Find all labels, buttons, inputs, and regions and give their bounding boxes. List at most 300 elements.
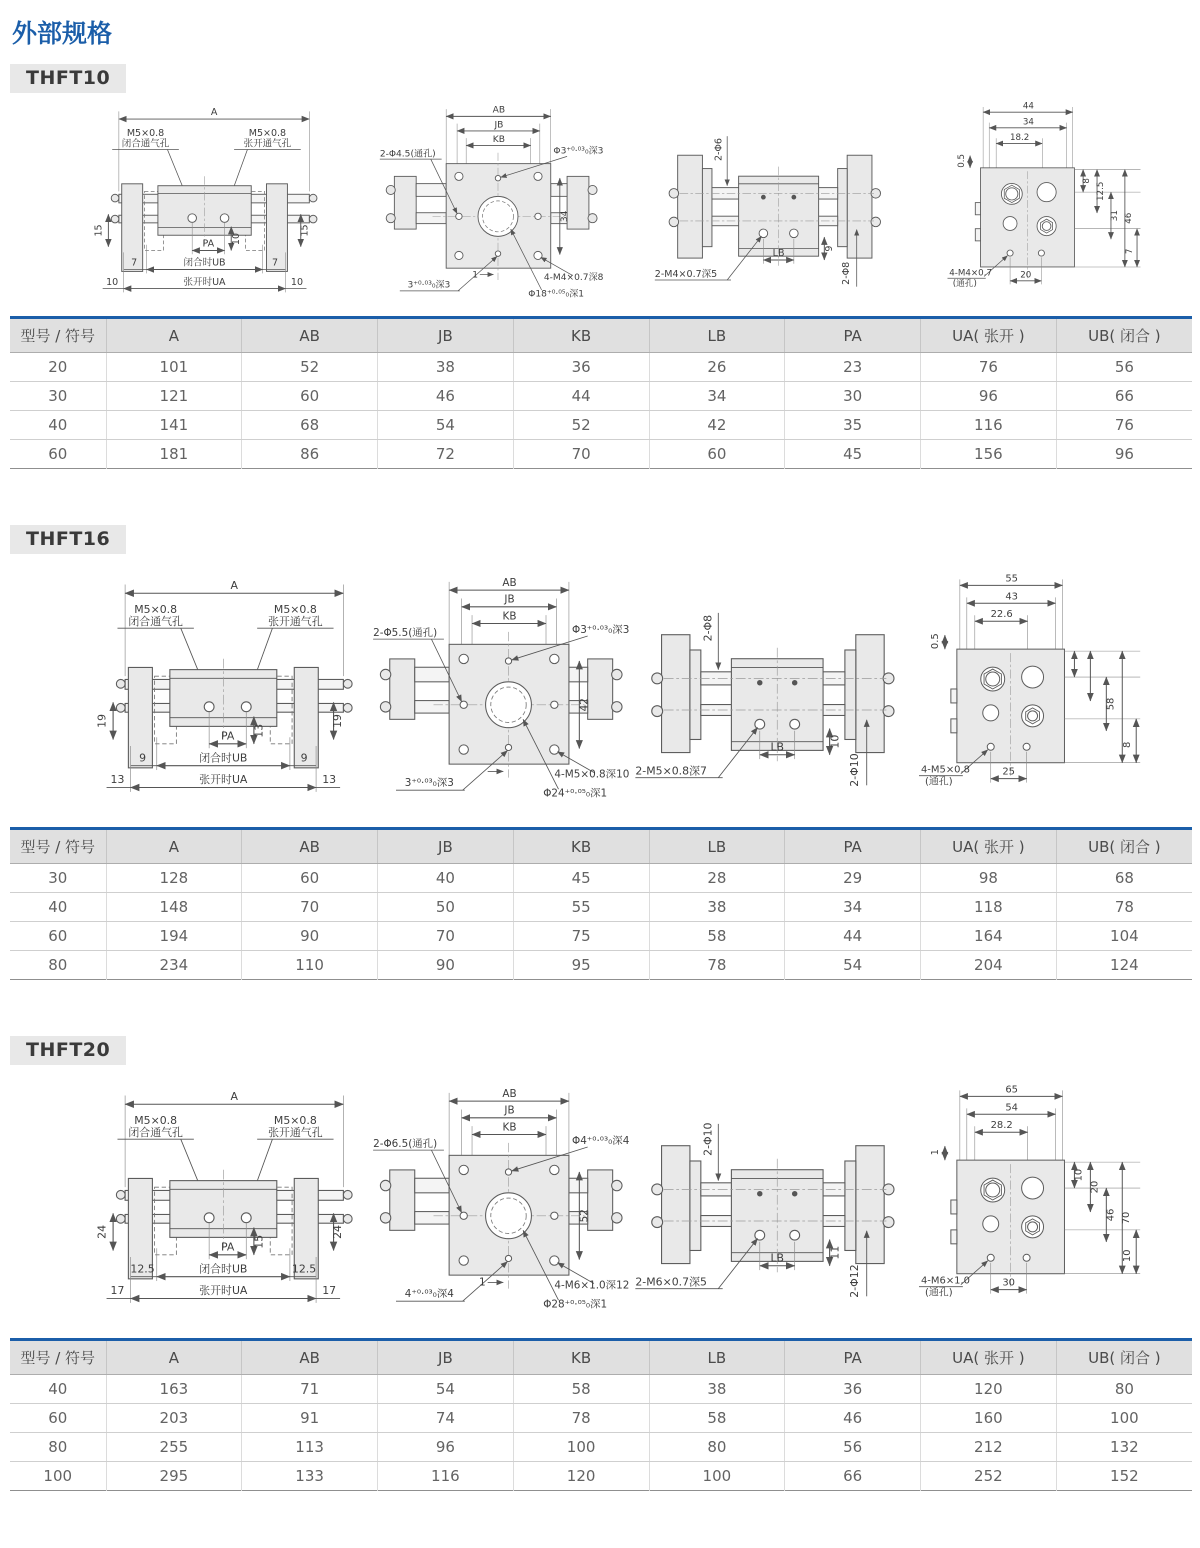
pin-hole-callout: Φ3⁺⁰·⁰³₀深3 [571,623,629,636]
dim-ab-label: AB [502,1087,517,1100]
thread-callout: 2-M5×0.8深7 [635,763,708,777]
dimension-cell: 55 [513,893,649,922]
dimension-cell: 40 [10,411,106,440]
column-header: UB( 闭合 ) [1056,318,1192,353]
dim-bottom-label: 25 [1002,766,1015,778]
rod-callout: 2-Φ6 [713,137,725,161]
table-row [10,1375,1192,1404]
open-port-thread-label: M5×0.8 [273,1113,317,1127]
pin-hole-callout: Φ3⁺⁰·⁰³₀深3 [553,146,604,157]
dimension-cell: 100 [513,1433,649,1462]
open-port-thread-label: M5×0.8 [273,602,317,616]
dimension-cell: 23 [785,353,921,382]
close-port-label: 闭合通气孔 [121,138,170,150]
dimension-cell: 80 [1056,1375,1192,1404]
dimension-cell: 66 [1056,382,1192,411]
dim-lb-label: LB [770,739,785,753]
mounting-face-drawing [378,100,605,300]
right-dim-3-label: 46 [1105,1208,1117,1221]
dim-pa-label: PA [202,238,215,250]
dim-offset-label: 10 [828,734,842,749]
dimension-cell: 91 [242,1404,378,1433]
dimension-cell: 38 [649,893,785,922]
front-view-drawing [76,561,371,811]
top-view-drawing [631,1072,915,1322]
port-callout-line2: (通孔) [924,776,953,788]
close-port-label: 闭合通气孔 [128,1125,183,1139]
pin-hole-callout: Φ4⁺⁰·⁰³₀深4 [571,1134,629,1147]
right-dim-1-label: 8 [1082,177,1093,184]
column-header: PA [785,829,921,864]
right-dim-1-label: 10 [1073,1168,1085,1181]
dim-kb-label: KB [502,1120,517,1133]
dim-height-label: 52 [578,1208,591,1222]
dimension-cell: 96 [1114,445,1134,463]
dimension-cell: 163 [106,1375,242,1404]
column-header: AB [242,1340,378,1375]
dimension-cell: 38 [378,353,514,382]
dimension-cell: 203 [106,1404,242,1433]
column-header: A [106,1340,242,1375]
dim-jb-label: JB [504,593,515,606]
dimension-cell: 56 [785,1433,921,1462]
dim-ua-side-left-label: 17 [110,1283,125,1297]
product-section [10,525,1192,980]
dim-side-left-label: 15 [93,223,105,237]
dim-ua-side-right-label: 13 [322,772,337,786]
dimension-cell: 98 [921,864,1057,893]
dimension-cell: 252 [921,1462,1057,1491]
dimension-cell: 78 [649,951,785,980]
dimension-cell: 66 [785,1462,921,1491]
dim-small-label: 1 [478,1276,486,1289]
dim-jb-label: JB [504,1104,515,1117]
column-header: KB [513,829,649,864]
dim-edge-label: 0.5 [957,153,967,168]
column-header: A [106,829,242,864]
dimension-cell: 194 [106,922,242,951]
dim-bottom-label: 20 [1020,269,1032,280]
dimension-cell: 40 [10,893,106,922]
dim-ua-side-left-label: 13 [110,772,125,786]
dim-side-right-label: 15 [299,223,311,237]
dim-w3-label: 22.6 [990,608,1013,620]
port-face-drawing [915,1072,1144,1322]
dimension-cell: 35 [785,411,921,440]
dimension-cell: 72 [378,440,514,469]
dimension-cell: 255 [106,1433,242,1462]
dimension-cell: 113 [242,1433,378,1462]
model-badge: THFT20 [10,1036,126,1065]
dimension-cell: 204 [921,951,1057,980]
header-row [10,1340,1192,1375]
thread-callout: 2-M4×0.7深5 [654,268,718,280]
header-row [10,829,1192,864]
column-header: LB [649,318,785,353]
dim-ub-side-left-label: 12.5 [130,1261,155,1275]
corner-thread-callout: 4-M6×1.0深12 [554,1279,629,1292]
port-face-drawing [915,561,1144,811]
header-row [10,318,1192,353]
page-title: 外部规格 [12,19,113,48]
dim-a-label: A [230,578,238,592]
thread-callout: 2-M6×0.7深5 [635,1274,708,1288]
column-header: 型号 / 符号 [10,1340,106,1375]
dimension-cell: 45 [513,864,649,893]
dim-w2-label: 34 [1022,116,1034,127]
dimension-cell: 75 [513,922,649,951]
dimension-cell: 80 [10,1433,106,1462]
dim-offset-label: 11 [828,1245,842,1260]
dim-kb-label: KB [502,609,517,622]
face-geometry [380,109,597,291]
dimension-cell: 100 [10,1462,106,1491]
rod2-callout: 2-Φ8 [841,261,853,285]
table-body [10,353,1192,469]
dimension-cell: 60 [10,440,106,469]
port-callout-line2: (通孔) [924,1287,953,1299]
dim-ub-label: 闭合时UB [199,1261,248,1275]
face-geometry [373,1092,622,1300]
dim-side-right-label: 19 [331,713,345,728]
dimension-cell: 121 [106,382,242,411]
dim-ua-label: 张开时UA [199,772,248,786]
dim-bottom-label: 30 [1002,1277,1015,1289]
dimension-cell: 128 [106,864,242,893]
dimension-cell: 152 [1110,1467,1139,1485]
table-head [10,829,1192,864]
dim-edge-label: 1 [929,1148,941,1155]
dim-inner-label: 15 [252,1234,266,1249]
table-body [10,1375,1192,1491]
right-dim-2-label: 12.5 [1096,181,1107,201]
dimension-cell: 52 [242,353,378,382]
dimension-cell: 44 [513,382,649,411]
dimensions-table [10,316,1192,469]
dim-ua-label: 张开时UA [183,276,226,288]
dimension-cell: 78 [513,1404,649,1433]
table-row [10,1433,1192,1462]
dim-ua-side-right-label: 17 [322,1283,337,1297]
column-header: PA [785,1340,921,1375]
right-dim-5-label: 10 [1122,1248,1134,1262]
column-header: PA [785,318,921,353]
dim-small-label: 1 [472,269,479,280]
dimension-cell: 38 [649,1375,785,1404]
dim-ub-side-right-label: 7 [272,257,279,269]
table-body [10,864,1192,980]
dim-jb-label: JB [494,119,504,130]
dimension-cell: 20 [10,353,106,382]
dimension-cell: 148 [106,893,242,922]
rod2-callout: 2-Φ12 [848,1263,862,1298]
boss-callout: Φ28⁺⁰·⁰⁵₀深1 [542,1297,607,1310]
dim-w3-label: 28.2 [990,1119,1013,1131]
dimension-cell: 164 [921,922,1057,951]
dimension-cell: 36 [513,353,649,382]
port-callout-line1: 4-M6×1.0 [920,1275,970,1287]
dimension-cell: 100 [1056,1404,1192,1433]
dimension-cell: 95 [513,951,649,980]
port-face-drawing [944,100,1144,300]
slot-callout: 3⁺⁰·⁰³₀深3 [407,279,451,290]
right-dim-5-label: 7 [1124,248,1135,254]
product-section [10,1036,1192,1491]
dimension-cell: 70 [242,893,378,922]
boss-callout: Φ24⁺⁰·⁰⁵₀深1 [542,786,607,799]
dim-height-label: 42 [578,697,591,711]
dimension-cell: 46 [378,382,514,411]
dimension-cell: 141 [106,411,242,440]
mounting-face-drawing [371,561,631,811]
dimension-cell: 28 [649,864,785,893]
dimension-cell: 26 [649,353,785,382]
close-port-thread-label: M5×0.8 [126,127,165,139]
rod-callout: 2-Φ10 [701,1121,715,1156]
dimension-cell: 212 [921,1433,1057,1462]
slot-callout: 4⁺⁰·⁰³₀深4 [404,1287,454,1300]
dimension-cell: 58 [513,1375,649,1404]
dimension-cell: 68 [242,411,378,440]
dim-inner-label: 13 [252,723,266,738]
table-row [10,411,1192,440]
dimension-cell: 34 [649,382,785,411]
dimension-cell: 60 [242,864,378,893]
dimension-cell: 71 [242,1375,378,1404]
dimension-cell: 30 [10,864,106,893]
dim-w2-label: 43 [1005,590,1018,602]
drawings-row [10,97,1192,302]
dim-a-label: A [210,106,218,118]
end-geometry [919,1090,1140,1293]
right-dim-4-label: 70 [1121,1211,1133,1224]
column-header: UA( 张开 ) [921,318,1057,353]
model-badge: THFT10 [10,64,126,93]
table-row [10,440,1192,469]
dimensions-table [10,827,1192,980]
dimension-cell: 34 [785,893,921,922]
dim-height-label: 34 [560,210,571,222]
dim-lb-label: LB [770,1250,785,1264]
dimension-cell: 295 [106,1462,242,1491]
column-header: UA( 张开 ) [921,829,1057,864]
dimension-cell: 50 [378,893,514,922]
dimension-cell: 76 [921,353,1057,382]
close-port-label: 闭合通气孔 [128,614,183,628]
dim-ub-side-right-label: 12.5 [291,1261,317,1275]
dim-offset-label: 9 [824,245,836,252]
dim-ab-label: AB [493,105,506,116]
through-hole-callout: 2-Φ6.5(通孔) [372,1137,437,1150]
dimension-cell: 124 [1110,956,1139,974]
dimension-cell: 90 [242,922,378,951]
column-header: LB [649,1340,785,1375]
right-dim-4-label: 46 [1123,212,1134,224]
dimension-cell: 44 [785,922,921,951]
table-row [10,1462,1192,1491]
dim-ub-label: 闭合时UB [199,750,248,764]
dimension-cell: 60 [10,922,106,951]
column-header: UB( 闭合 ) [1056,1340,1192,1375]
column-header: JB [378,1340,514,1375]
open-port-label: 张开通气孔 [243,138,292,150]
sections-container [10,64,1192,1491]
dimension-cell: 54 [378,1375,514,1404]
dimension-cell: 70 [378,922,514,951]
dimension-cell: 120 [513,1462,649,1491]
port-callout-line2: (通孔) [952,278,977,289]
dimension-cell: 110 [242,951,378,980]
column-header: A [106,318,242,353]
dim-ua-side-left-label: 10 [106,276,119,288]
dimension-cell: 181 [106,440,242,469]
dimension-cell: 45 [785,440,921,469]
dimension-cell: 234 [106,951,242,980]
top-view-drawing [631,561,915,811]
dim-side-left-label: 24 [95,1224,109,1239]
dim-ub-label: 闭合时UB [183,257,226,269]
product-section [10,64,1192,469]
port-callout-line1: 4-M5×0.8 [920,764,970,776]
dimension-cell: 54 [378,411,514,440]
top-view-drawing [651,100,899,300]
dimension-cell: 60 [242,382,378,411]
dim-pa-label: PA [221,728,235,742]
close-port-thread-label: M5×0.8 [134,602,178,616]
port-callout-line1: 4-M4×0.7 [949,268,992,279]
dimension-cell: 54 [785,951,921,980]
through-hole-callout: 2-Φ5.5(通孔) [372,626,437,639]
corner-thread-callout: 4-M4×0.7深8 [544,272,604,283]
column-header: AB [242,318,378,353]
right-dim-3-label: 31 [1110,209,1121,221]
dimension-cell: 70 [513,440,649,469]
right-dim-2-label: 20 [1089,1180,1101,1193]
rod2-callout: 2-Φ10 [848,752,862,787]
boss-callout: Φ18⁺⁰·⁰⁵₀深1 [528,288,585,299]
dim-side-right-label: 24 [331,1224,345,1239]
dim-kb-label: KB [493,134,506,145]
dimension-cell: 104 [1056,922,1192,951]
dimension-cell: 60 [649,440,785,469]
dim-w1-label: 55 [1005,572,1018,584]
dimension-cell: 30 [785,382,921,411]
table-head [10,318,1192,353]
dimension-cell: 68 [1056,864,1192,893]
through-hole-callout: 2-Φ4.5(通孔) [380,148,437,159]
dimension-cell: 42 [649,411,785,440]
front-view-drawing [76,100,333,300]
dim-w1-label: 65 [1005,1083,1018,1095]
column-header: AB [242,829,378,864]
rod-callout: 2-Φ8 [701,614,715,641]
dimension-cell: 90 [378,951,514,980]
dimension-cell: 132 [1056,1433,1192,1462]
dimension-cell: 36 [785,1375,921,1404]
table-row [10,864,1192,893]
dimension-cell: 101 [106,353,242,382]
drawings-row [10,558,1192,813]
dimension-cell: 96 [921,382,1057,411]
dim-inner-label: 10 [230,232,242,245]
dimension-cell: 80 [649,1433,785,1462]
dimension-cell: 96 [378,1433,514,1462]
right-dim-5-label: 8 [1122,741,1134,748]
table-row [10,353,1192,382]
column-header: KB [513,318,649,353]
dimension-cell: 74 [378,1404,514,1433]
close-port-thread-label: M5×0.8 [134,1113,178,1127]
dim-lb-label: LB [772,247,785,259]
dimension-cell: 40 [10,1375,106,1404]
face-geometry [373,581,622,789]
dimension-cell: 133 [242,1462,378,1491]
dimension-cell: 116 [378,1462,514,1491]
dim-side-left-label: 19 [95,713,109,728]
table-row [10,922,1192,951]
open-port-label: 张开通气孔 [268,1125,323,1139]
dim-ua-label: 张开时UA [199,1283,248,1297]
model-badge: THFT16 [10,525,126,554]
dim-w2-label: 54 [1005,1101,1018,1113]
column-header: KB [513,1340,649,1375]
mounting-face-drawing [371,1072,631,1322]
dimension-cell: 46 [785,1404,921,1433]
dim-ub-side-left-label: 9 [139,750,147,764]
dimension-cell: 40 [378,864,514,893]
dimension-cell: 78 [1056,893,1192,922]
table-row [10,382,1192,411]
dimension-cell: 86 [242,440,378,469]
dim-edge-label: 0.5 [929,632,941,649]
dimension-cell: 29 [785,864,921,893]
dimension-cell: 76 [1056,411,1192,440]
dimension-cell: 56 [1056,353,1192,382]
dimension-cell: 80 [10,951,106,980]
dim-ua-side-right-label: 10 [290,276,304,288]
table-row [10,951,1192,980]
dimension-cell: 60 [10,1404,106,1433]
dim-w3-label: 18.2 [1009,132,1030,143]
column-header: JB [378,318,514,353]
dimension-cell: 58 [649,1404,785,1433]
corner-thread-callout: 4-M5×0.8深10 [554,768,629,781]
table-head [10,1340,1192,1375]
dimension-cell: 120 [921,1375,1057,1404]
dimension-cell: 100 [649,1462,785,1491]
dimension-cell: 156 [921,440,1057,469]
column-header: 型号 / 符号 [10,829,106,864]
front-view-drawing [76,1072,371,1322]
table-row [10,1404,1192,1433]
drawings-row [10,1069,1192,1324]
dim-ub-side-right-label: 9 [300,750,308,764]
dim-ab-label: AB [502,576,517,589]
dim-w1-label: 44 [1022,101,1034,112]
column-header: UA( 张开 ) [921,1340,1057,1375]
end-geometry [947,106,1140,283]
right-dim-3-label: 58 [1105,697,1117,710]
open-port-label: 张开通气孔 [268,614,323,628]
column-header: LB [649,829,785,864]
slot-callout: 3⁺⁰·⁰³₀深3 [404,776,454,789]
table-row [10,893,1192,922]
column-header: UB( 闭合 ) [1056,829,1192,864]
dimension-cell: 160 [921,1404,1057,1433]
dimension-cell: 118 [921,893,1057,922]
dimension-cell: 30 [10,382,106,411]
dim-a-label: A [230,1089,238,1103]
